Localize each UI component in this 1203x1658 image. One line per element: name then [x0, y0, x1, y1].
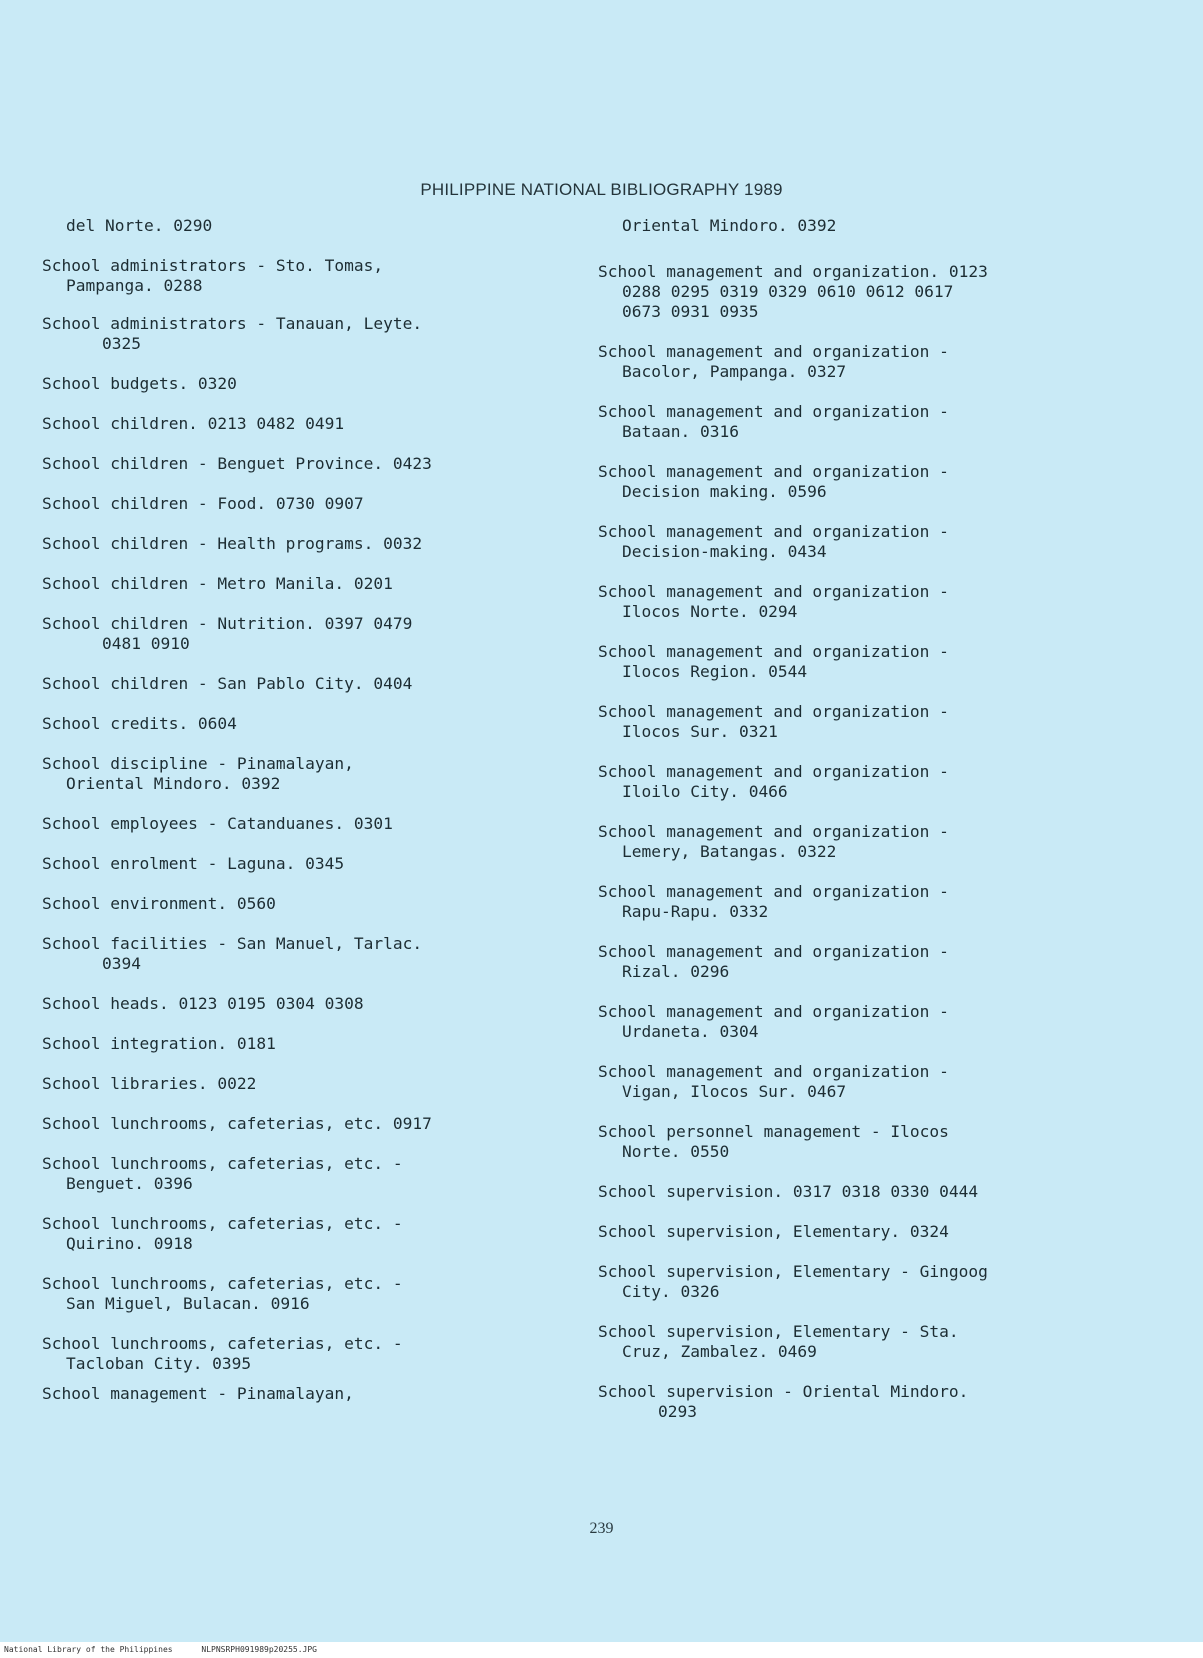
index-entry [598, 1182, 1118, 1202]
entry-continuation: Cruz, Zambalez. 0469 [622, 1342, 817, 1361]
index-entry [598, 462, 1118, 502]
index-entry [598, 762, 1118, 802]
index-entry [42, 414, 562, 434]
entry-heading: School management and organization - [598, 702, 949, 721]
entry-continuation: Tacloban City. 0395 [66, 1354, 252, 1373]
index-entry [598, 342, 1118, 382]
index-entry [42, 1274, 562, 1314]
index-entry [42, 814, 562, 834]
entry-continuation: Rizal. 0296 [622, 962, 730, 981]
index-entry [42, 854, 562, 874]
entry-continuation: Decision making. 0596 [622, 482, 827, 501]
index-entry [598, 1122, 1118, 1162]
entry-heading: School facilities - San Manuel, Tarlac. [42, 934, 423, 953]
entry-continuation: 0293 [658, 1402, 697, 1421]
entry-heading: School lunchrooms, cafeterias, etc. 0917 [42, 1114, 432, 1133]
index-entry [42, 256, 562, 296]
index-entry [42, 614, 562, 654]
index-entry [598, 402, 1118, 442]
entry-heading: School management and organization - [598, 582, 949, 601]
entry-continuation: 0481 0910 [102, 634, 190, 653]
entry-heading: School management and organization - [598, 642, 949, 661]
entry-heading: School administrators - Sto. Tomas, [42, 256, 384, 275]
entry-heading: School budgets. 0320 [42, 374, 237, 393]
entry-heading: School lunchrooms, cafeterias, etc. - [42, 1214, 403, 1233]
entry-continuation: Pampanga. 0288 [66, 276, 203, 295]
index-entry [42, 994, 562, 1014]
entry-heading: School children - Food. 0730 0907 [42, 494, 364, 513]
index-entry [42, 754, 562, 794]
index-entry [42, 674, 562, 694]
entry-continuation: Lemery, Batangas. 0322 [622, 842, 837, 861]
entry-continuation: Bataan. 0316 [622, 422, 739, 441]
entry-heading: School management and organization - [598, 1002, 949, 1021]
entry-continuation: Ilocos Norte. 0294 [622, 602, 798, 621]
index-entry [598, 1382, 1118, 1422]
index-entry [598, 882, 1118, 922]
index-entry [598, 216, 1118, 236]
entry-heading: School supervision. 0317 0318 0330 0444 [598, 1182, 979, 1201]
entry-continuation: del Norte. 0290 [66, 216, 213, 235]
footer [0, 1642, 1203, 1658]
entry-heading: School personnel management - Ilocos [598, 1122, 949, 1141]
index-entry [42, 1384, 562, 1404]
index-entry [42, 314, 562, 354]
entry-heading: School management and organization - [598, 762, 949, 781]
entry-continuation: Oriental Mindoro. 0392 [66, 774, 281, 793]
index-entry [598, 1222, 1118, 1242]
entry-continuation: Iloilo City. 0466 [622, 782, 788, 801]
entry-continuation: Vigan, Ilocos Sur. 0467 [622, 1082, 847, 1101]
entry-continuation: Bacolor, Pampanga. 0327 [622, 362, 847, 381]
index-entry [598, 262, 1118, 322]
index-entry [598, 822, 1118, 862]
entry-heading: School credits. 0604 [42, 714, 237, 733]
index-entry [598, 1262, 1118, 1302]
index-entry [598, 1322, 1118, 1362]
entry-heading: School integration. 0181 [42, 1034, 276, 1053]
entry-continuation: Norte. 0550 [622, 1142, 730, 1161]
entry-continuation: 0394 [102, 954, 141, 973]
entry-heading: School management and organization - [598, 402, 949, 421]
index-entry [42, 1334, 562, 1374]
index-entry [42, 454, 562, 474]
entry-continuation: Ilocos Region. 0544 [622, 662, 808, 681]
entry-heading: School lunchrooms, cafeterias, etc. - [42, 1154, 403, 1173]
entry-continuation: Rapu-Rapu. 0332 [622, 902, 769, 921]
index-entry [598, 702, 1118, 742]
entry-heading: School management and organization - [598, 1062, 949, 1081]
index-entry [42, 374, 562, 394]
index-entry [598, 942, 1118, 982]
entry-continuation: 0325 [102, 334, 141, 353]
entry-heading: School libraries. 0022 [42, 1074, 257, 1093]
index-entry [598, 1002, 1118, 1042]
entry-heading: School children - San Pablo City. 0404 [42, 674, 413, 693]
entry-heading: School management and organization - [598, 462, 949, 481]
entry-heading: School enrolment - Laguna. 0345 [42, 854, 345, 873]
index-entry [598, 1062, 1118, 1102]
index-entry [42, 1034, 562, 1054]
index-entry [42, 1214, 562, 1254]
index-entry [42, 1154, 562, 1194]
entry-heading: School management and organization - [598, 342, 949, 361]
entry-heading: School supervision, Elementary - Gingoog [598, 1262, 988, 1281]
index-entry [598, 642, 1118, 682]
index-entry [42, 1074, 562, 1094]
entry-continuation: 0288 0295 0319 0329 0610 0612 0617 0673 0931 0935 [622, 282, 954, 321]
entry-continuation: Oriental Mindoro. 0392 [622, 216, 837, 235]
entry-continuation: Ilocos Sur. 0321 [622, 722, 778, 741]
footer-file: NLPNSRPH091989p20255.JPG [201, 1645, 317, 1654]
entry-continuation: City. 0326 [622, 1282, 720, 1301]
index-entry [598, 522, 1118, 562]
index-entry [598, 582, 1118, 622]
entry-heading: School administrators - Tanauan, Leyte. [42, 314, 423, 333]
index-entry [42, 574, 562, 594]
entry-heading: School children - Benguet Province. 0423 [42, 454, 432, 473]
entry-continuation: San Miguel, Bulacan. 0916 [66, 1294, 310, 1313]
entry-heading: School environment. 0560 [42, 894, 276, 913]
index-entry [42, 1114, 562, 1134]
entry-continuation: Decision-making. 0434 [622, 542, 827, 561]
entry-heading: School management - Pinamalayan, [42, 1384, 354, 1403]
entry-heading: School children. 0213 0482 0491 [42, 414, 345, 433]
entry-heading: School discipline - Pinamalayan, [42, 754, 354, 773]
index-entry [42, 714, 562, 734]
entry-heading: School supervision - Oriental Mindoro. [598, 1382, 969, 1401]
footer-library: National Library of the Philippines [4, 1645, 173, 1654]
entry-continuation: Urdaneta. 0304 [622, 1022, 759, 1041]
entry-heading: School children - Nutrition. 0397 0479 [42, 614, 413, 633]
entry-heading: School supervision, Elementary. 0324 [598, 1222, 949, 1241]
entry-heading: School management and organization - [598, 882, 949, 901]
page-number: 239 [589, 1520, 614, 1537]
entry-heading: School lunchrooms, cafeterias, etc. - [42, 1274, 403, 1293]
index-entry [42, 894, 562, 914]
index-entry [42, 216, 562, 236]
entry-heading: School employees - Catanduanes. 0301 [42, 814, 393, 833]
entry-continuation: Quirino. 0918 [66, 1234, 193, 1253]
entry-heading: School heads. 0123 0195 0304 0308 [42, 994, 364, 1013]
index-entry [42, 934, 562, 974]
entry-heading: School children - Metro Manila. 0201 [42, 574, 393, 593]
entry-heading: School supervision, Elementary - Sta. [598, 1322, 959, 1341]
entry-heading: School management and organization. 0123 [598, 262, 988, 281]
entry-continuation: Benguet. 0396 [66, 1174, 193, 1193]
entry-heading: School management and organization - [598, 522, 949, 541]
entry-heading: School management and organization - [598, 822, 949, 841]
page-header: PHILIPPINE NATIONAL BIBLIOGRAPHY 1989 [420, 180, 783, 199]
entry-heading: School lunchrooms, cafeterias, etc. - [42, 1334, 403, 1353]
index-entry [42, 494, 562, 514]
entry-heading: School children - Health programs. 0032 [42, 534, 423, 553]
index-entry [42, 534, 562, 554]
entry-heading: School management and organization - [598, 942, 949, 961]
